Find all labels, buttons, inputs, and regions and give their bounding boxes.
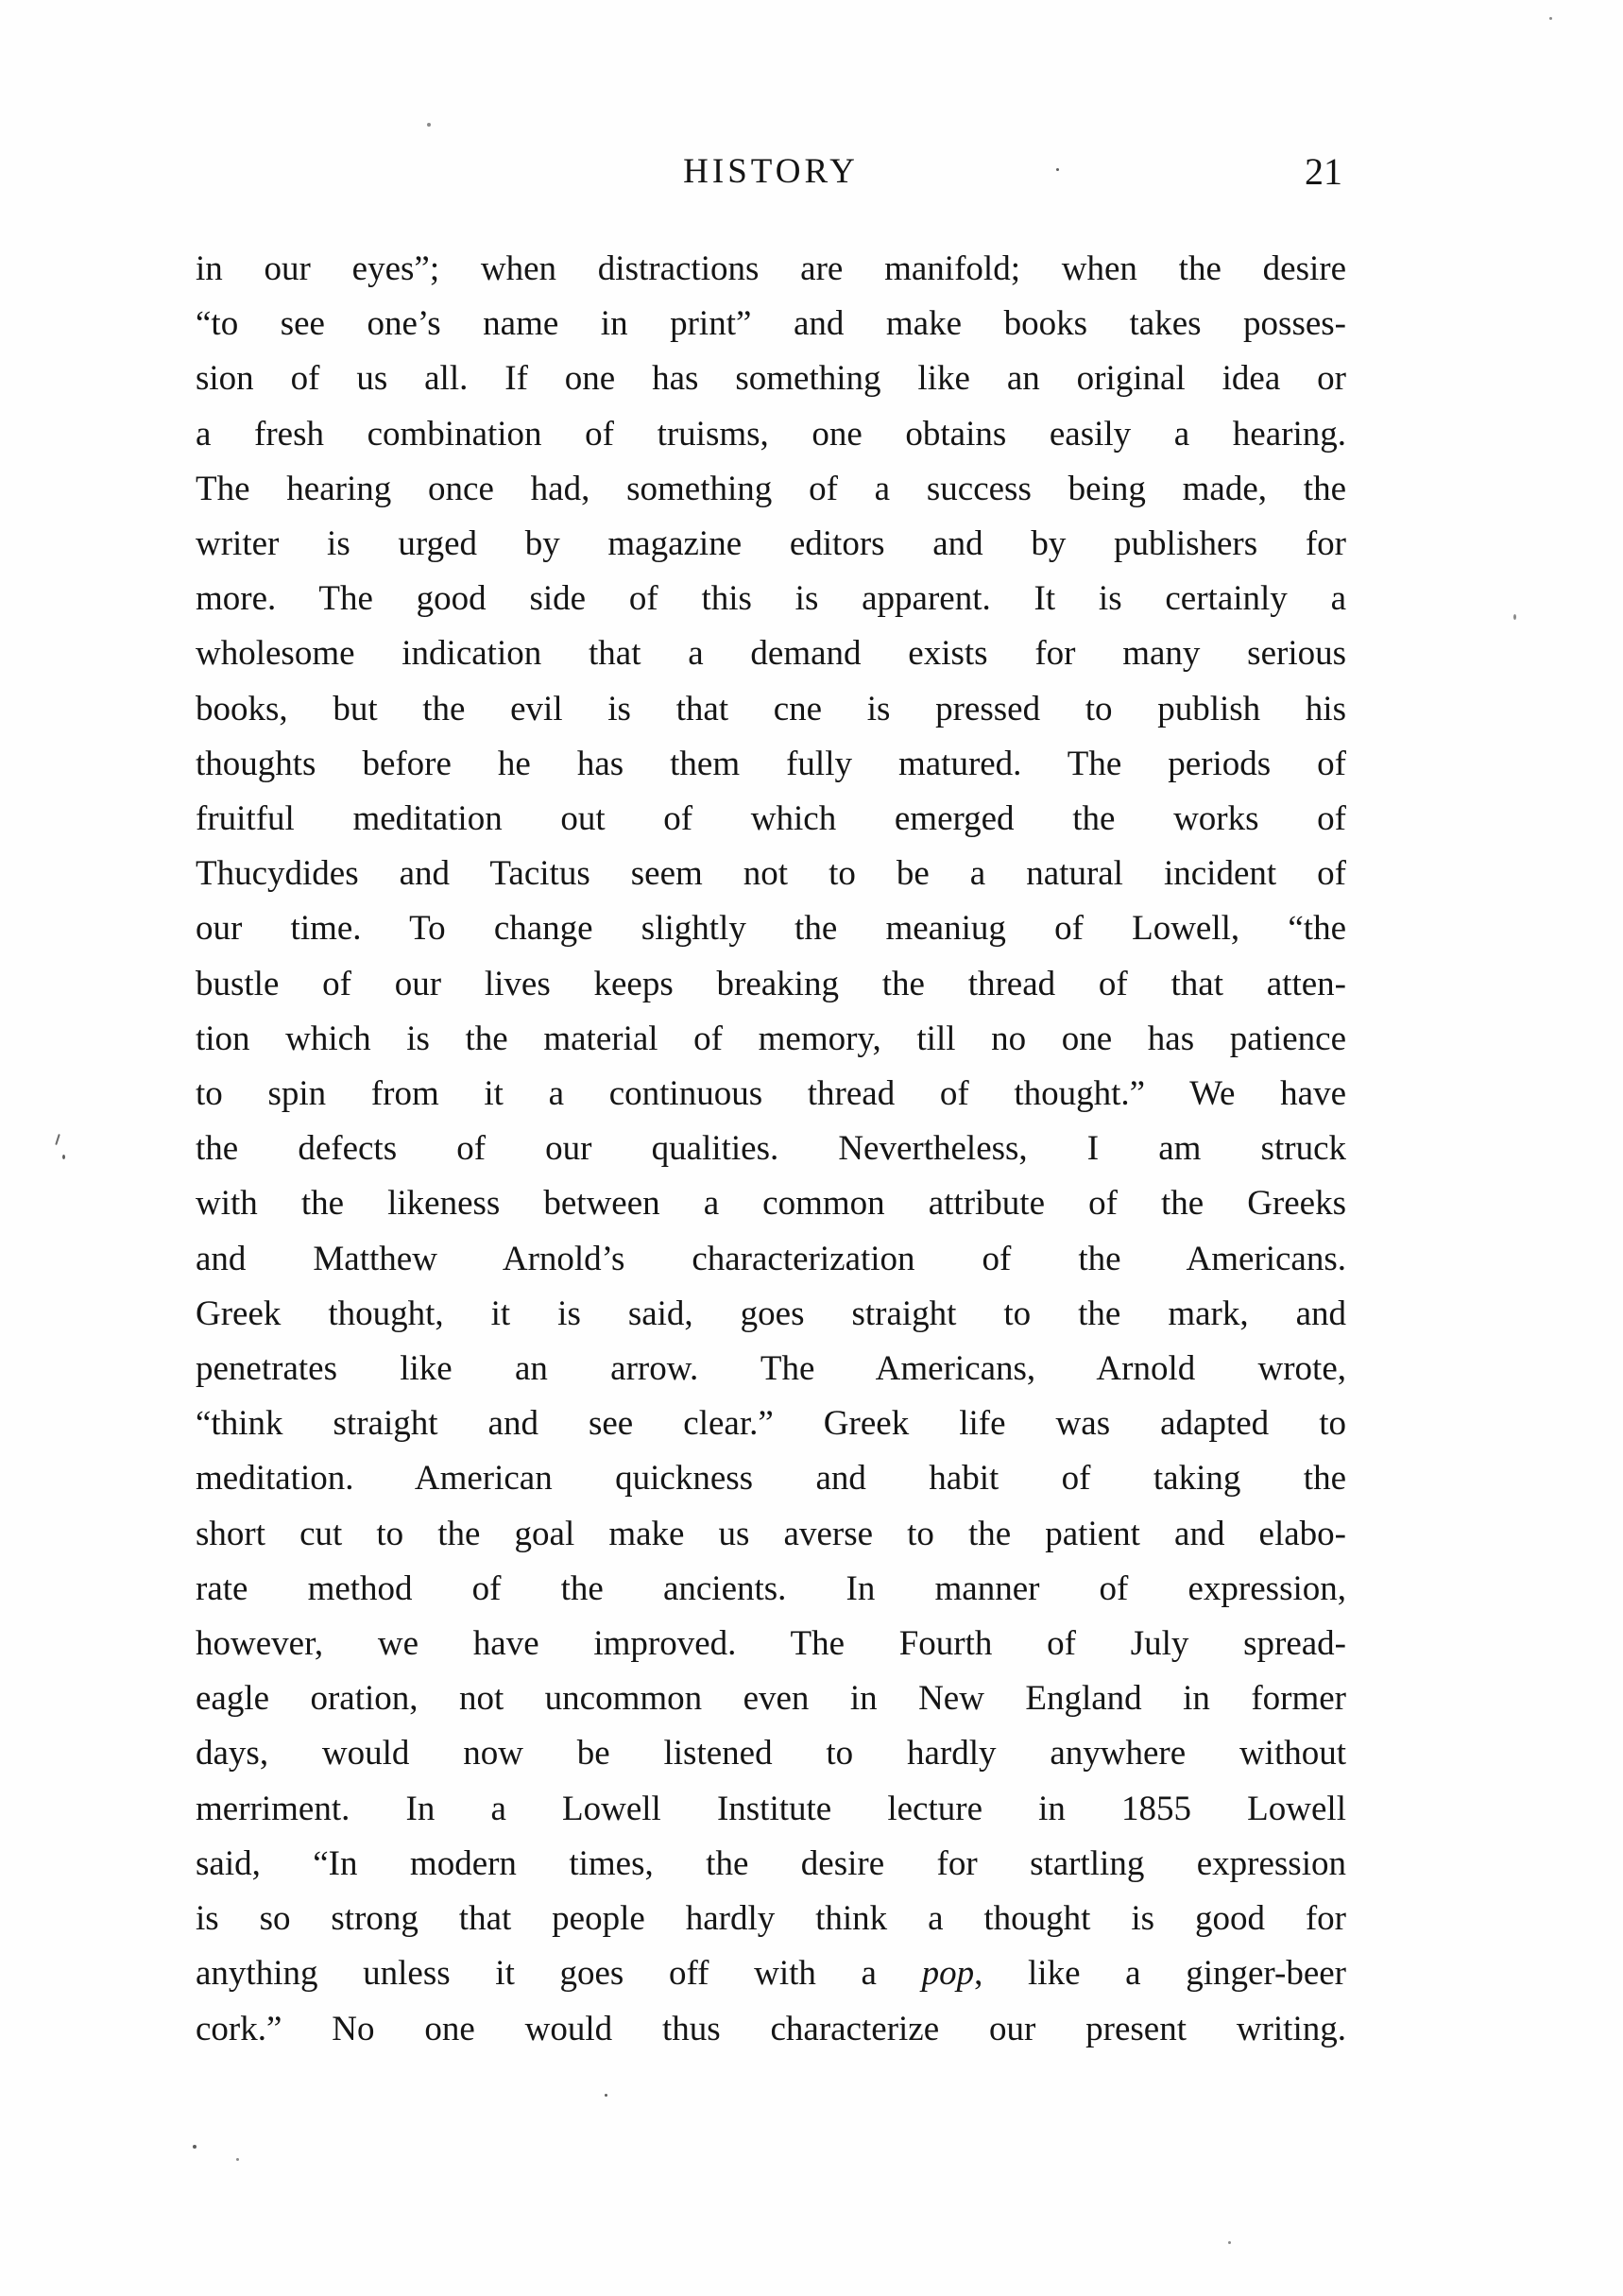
scan-speck: [605, 2094, 607, 2097]
text-line: sion of us all. If one has something like an original idea or: [196, 359, 1346, 399]
italic-word: pop: [921, 1954, 975, 1994]
scan-speck: [1549, 17, 1552, 20]
text-line: eagle oration, not uncommon even in New England in former: [196, 1679, 1346, 1719]
text-line: “to see one’s name in print” and make books takes posses-: [196, 304, 1346, 344]
scan-speck: [62, 1155, 65, 1159]
text-line: meditation. American quickness and habit of taking the: [196, 1459, 1346, 1499]
scan-speck: [193, 2145, 196, 2149]
text-line: rate method of the ancients. In manner of expression,: [196, 1568, 1346, 1608]
text-line: writer is urged by magazine editors and by publishers for: [196, 524, 1346, 564]
text-line: and Matthew Arnold’s characterization of the Americans.: [196, 1239, 1346, 1278]
scan-speck: [1513, 614, 1516, 620]
text-line: penetrates like an arrow. The Americans, Arnold wrote,: [196, 1349, 1346, 1389]
text-line: books, but the evil is that cne is pressed to publish his: [196, 689, 1346, 728]
text-line: bustle of our lives keeps breaking the thread of that atten-: [196, 964, 1346, 1003]
text-line: thoughts before he has them fully matured. The periods of: [196, 744, 1346, 783]
page-number: 21: [1305, 150, 1342, 193]
text-line: fruitful meditation out of which emerged the works of: [196, 799, 1346, 839]
text-line: is so strong that people hardly think a thought is good for: [196, 1899, 1346, 1939]
text-line: cork.” No one would thus characterize our present writing.: [196, 2009, 1346, 2048]
text-line: our time. To change slightly the meaniug of Lowell, “the: [196, 909, 1346, 949]
text-line: merriment. In a Lowell Institute lecture in 1855 Lowell: [196, 1789, 1346, 1828]
text-line: however, we have improved. The Fourth of July spread-: [196, 1624, 1346, 1664]
scan-speck: [1228, 2241, 1231, 2244]
text-line: short cut to the goal make us averse to the patient and elabo-: [196, 1514, 1346, 1553]
text-segment: anything unless it goes off with a: [196, 1954, 922, 1994]
scan-mark: [55, 1134, 60, 1145]
text-line: a fresh combination of truisms, one obtains easily a hearing.: [196, 414, 1346, 454]
page-header-title: HISTORY: [683, 152, 859, 191]
text-segment: , like a ginger-beer: [974, 1954, 1346, 1994]
scan-speck: [1056, 168, 1059, 171]
body-text: [196, 242, 1346, 2057]
text-line: to spin from it a continuous thread of thought.” We have: [196, 1074, 1346, 1114]
scan-speck: [427, 123, 431, 127]
text-line: the defects of our qualities. Nevertheless, I am struck: [196, 1129, 1346, 1169]
scan-speck: [236, 2158, 239, 2161]
text-line: days, would now be listened to hardly anywhere without: [196, 1734, 1346, 1773]
text-line-with-italic: [196, 1946, 1346, 2001]
page-header: [196, 151, 1346, 200]
text-line: “think straight and see clear.” Greek life was adapted to: [196, 1404, 1346, 1444]
text-line: said, “In modern times, the desire for startling expression: [196, 1843, 1346, 1883]
text-line: Greek thought, it is said, goes straight to the mark, and: [196, 1294, 1346, 1333]
text-line: tion which is the material of memory, till no one has patience: [196, 1019, 1346, 1058]
text-line: Thucydides and Tacitus seem not to be a natural incident of: [196, 854, 1346, 894]
text-line: with the likeness between a common attribute of the Greeks: [196, 1184, 1346, 1224]
text-line: in our eyes”; when distractions are manifold; when the desire: [196, 249, 1346, 288]
text-line: wholesome indication that a demand exists for many serious: [196, 634, 1346, 674]
text-line: The hearing once had, something of a success being made, the: [196, 469, 1346, 508]
text-line: more. The good side of this is apparent. It is certainly a: [196, 579, 1346, 619]
